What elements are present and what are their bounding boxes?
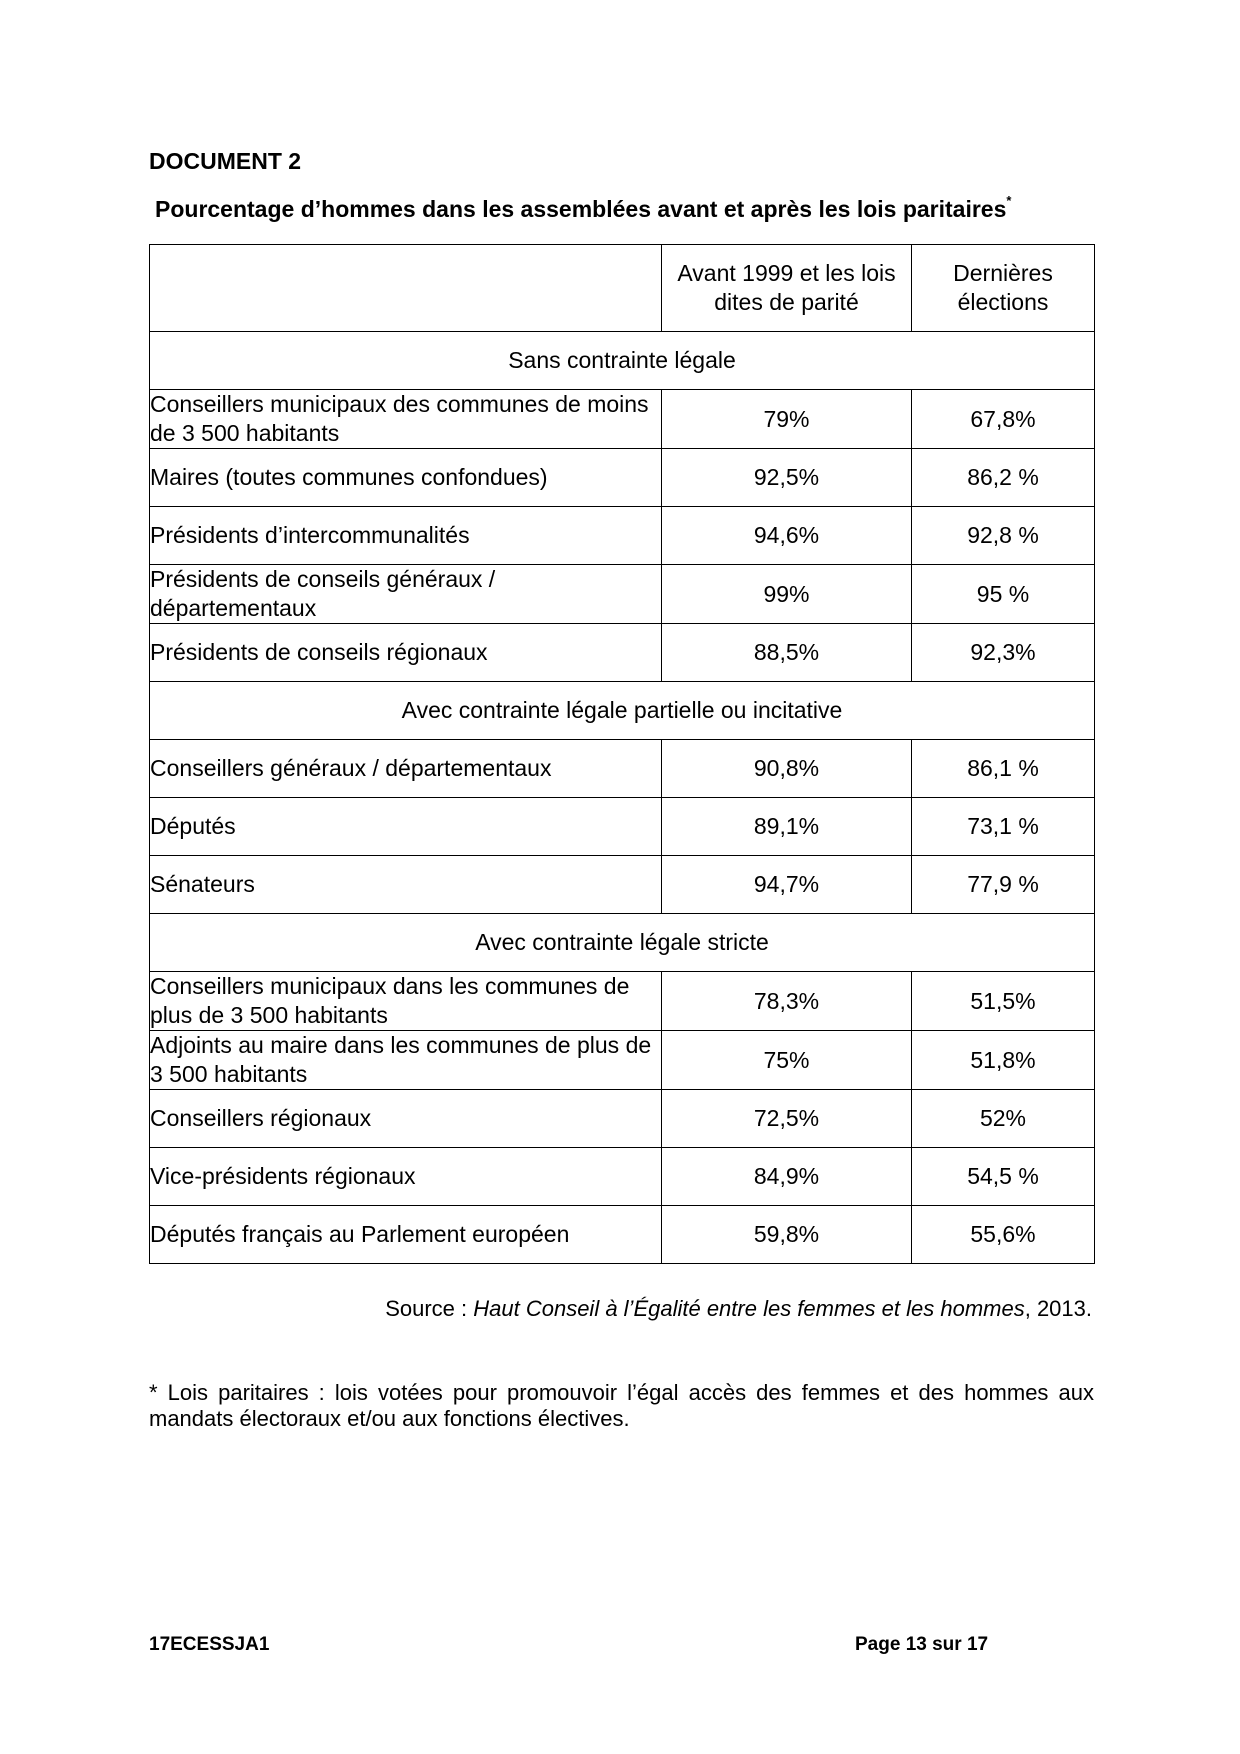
data-table [149,244,1095,1264]
table-row [150,390,1095,449]
row-label: Vice-présidents régionaux [150,1148,662,1206]
row-label: Députés français au Parlement européen [150,1206,662,1264]
row-label: Conseillers municipaux des communes de moins de 3 500 habitants [150,390,662,449]
row-value-after: 95 % [912,565,1095,624]
row-label: Adjoints au maire dans les communes de plus de 3 500 habitants [150,1031,662,1090]
row-label: Présidents d’intercommunalités [150,507,662,565]
table-row [150,1148,1095,1206]
table-row [150,856,1095,914]
row-value-after: 52% [912,1090,1095,1148]
row-value-after: 51,8% [912,1031,1095,1090]
row-value-after: 86,1 % [912,740,1095,798]
source-citation [385,1296,1092,1322]
row-value-before: 92,5% [662,449,912,507]
row-value-before: 88,5% [662,624,912,682]
header-empty-cell [150,245,662,332]
row-label: Présidents de conseils régionaux [150,624,662,682]
table-row [150,798,1095,856]
row-label: Sénateurs [150,856,662,914]
row-value-after: 55,6% [912,1206,1095,1264]
table-row [150,1206,1095,1264]
row-value-before: 84,9% [662,1148,912,1206]
footnote: * Lois paritaires : lois votées pour promouvoir l’égal accès des femmes et des hommes aux mandats électoraux et/ou aux fonctions électives. [149,1380,1094,1431]
row-value-after: 73,1 % [912,798,1095,856]
row-value-before: 99% [662,565,912,624]
section-title: Sans contrainte légale [150,332,1095,390]
table-row [150,1090,1095,1148]
row-value-before: 89,1% [662,798,912,856]
document-title [149,193,1094,223]
section-title: Avec contrainte légale partielle ou incitative [150,682,1095,740]
footer-page-number: Page 13 sur 17 [855,1634,989,1655]
footer-code: 17ECESSJA1 [149,1634,270,1655]
row-value-after: 92,8 % [912,507,1095,565]
source-suffix: , 2013. [1024,1296,1092,1321]
table-row [150,507,1095,565]
row-value-before: 79% [662,390,912,449]
row-value-after: 92,3% [912,624,1095,682]
row-label: Députés [150,798,662,856]
row-value-before: 94,6% [662,507,912,565]
title-footnote-marker: * [1006,193,1012,208]
table-row [150,740,1095,798]
row-value-after: 54,5 % [912,1148,1095,1206]
table-header-row [150,245,1095,332]
section-row [150,332,1095,390]
header-after: Dernières élections [912,245,1095,332]
table-row [150,449,1095,507]
title-text: Pourcentage d’hommes dans les assemblées avant et après les lois paritaires [155,196,1007,222]
row-value-before: 94,7% [662,856,912,914]
row-value-before: 90,8% [662,740,912,798]
row-label: Conseillers généraux / départementaux [150,740,662,798]
section-row [150,682,1095,740]
source-prefix: Source : [385,1296,474,1321]
section-title: Avec contrainte légale stricte [150,914,1095,972]
row-value-before: 75% [662,1031,912,1090]
row-label: Conseillers municipaux dans les communes de plus de 3 500 habitants [150,972,662,1031]
source-work: Haut Conseil à l’Égalité entre les femmes et les hommes [473,1296,1025,1321]
row-value-after: 77,9 % [912,856,1095,914]
row-value-before: 72,5% [662,1090,912,1148]
header-before: Avant 1999 et les lois dites de parité [662,245,912,332]
table-row [150,624,1095,682]
row-value-after: 51,5% [912,972,1095,1031]
section-row [150,914,1095,972]
row-label: Conseillers régionaux [150,1090,662,1148]
row-value-after: 86,2 % [912,449,1095,507]
row-label: Maires (toutes communes confondues) [150,449,662,507]
table-row [150,565,1095,624]
row-value-before: 59,8% [662,1206,912,1264]
row-value-after: 67,8% [912,390,1095,449]
table-row [150,1031,1095,1090]
row-label: Présidents de conseils généraux / départementaux [150,565,662,624]
row-value-before: 78,3% [662,972,912,1031]
table-row [150,972,1095,1031]
document-label: DOCUMENT 2 [149,148,302,174]
